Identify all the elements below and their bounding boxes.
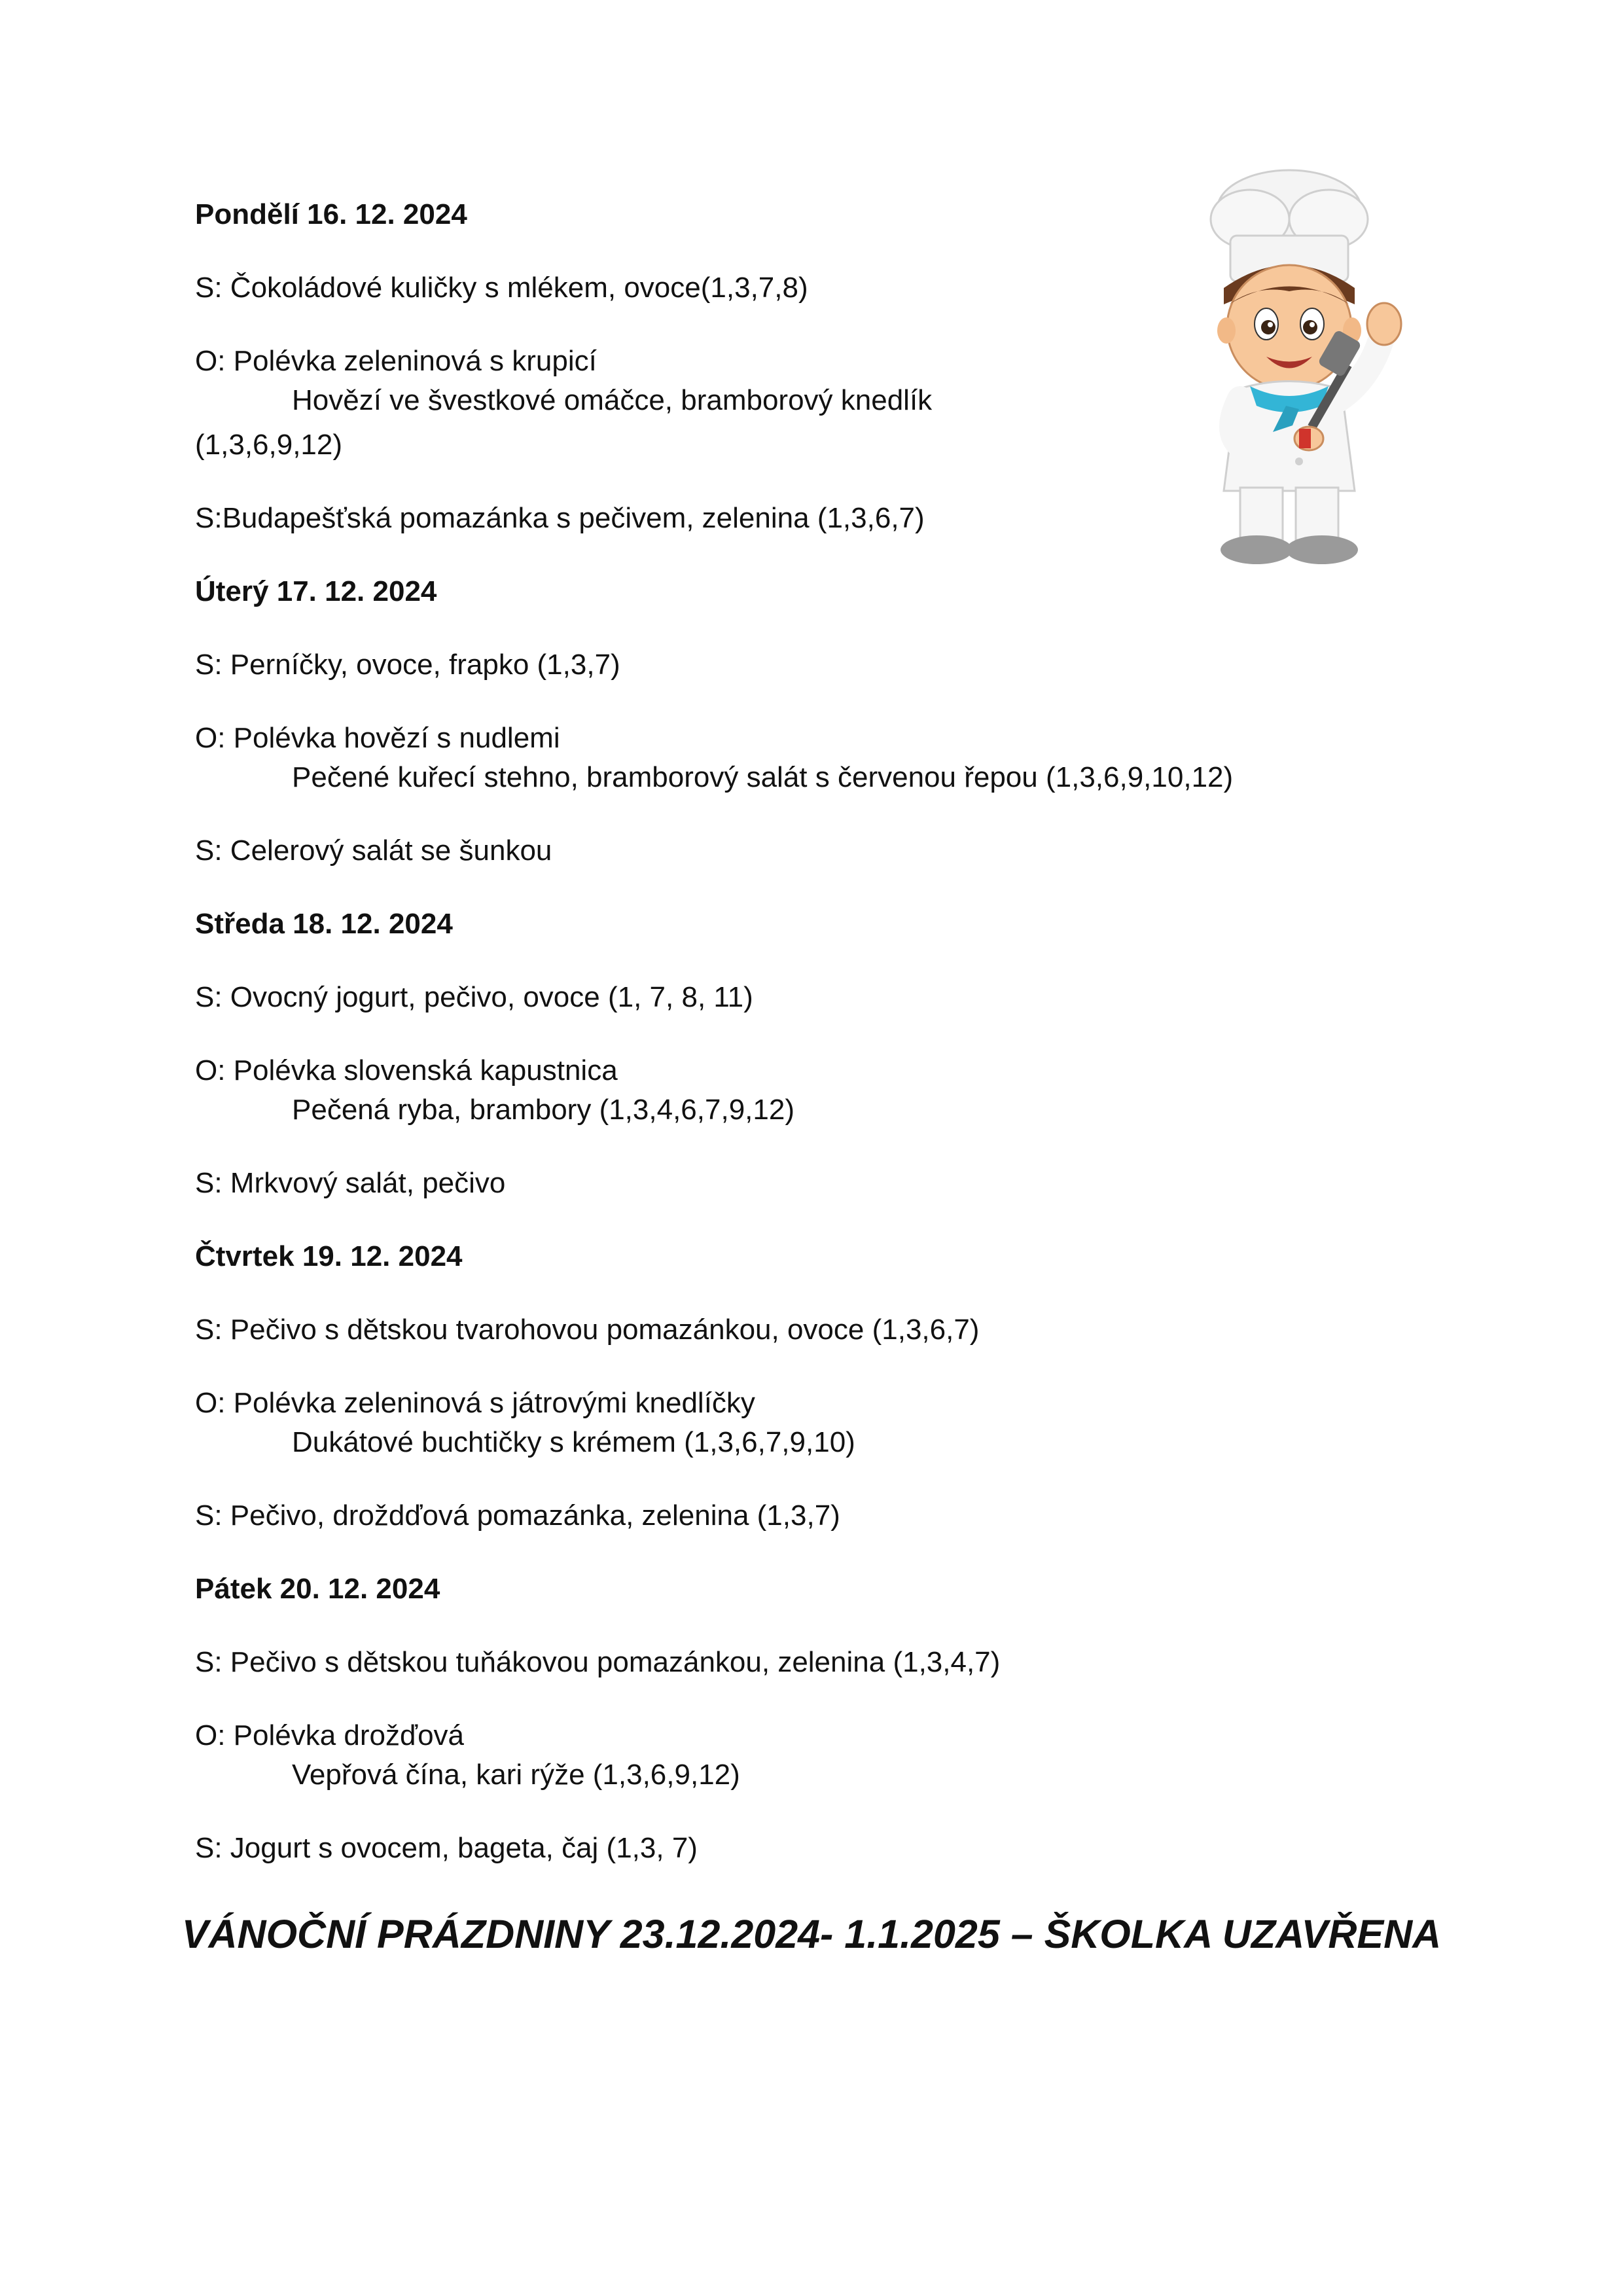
day-heading: Pondělí 16. 12. 2024 <box>195 198 467 230</box>
menu-snack-afternoon: S: Mrkvový salát, pečivo <box>195 1167 506 1199</box>
menu-lunch-main: Hovězí ve švestkové omáčce, bramborový knedlík <box>292 384 933 416</box>
holiday-closure-notice: VÁNOČNÍ PRÁZDNINY 23.12.2024- 1.1.2025 – ŠKOLKA UZAVŘENA <box>181 1912 1442 1956</box>
menu-lunch-soup: O: Polévka drožďová <box>195 1719 465 1751</box>
menu-snack-morning: S: Čokoládové kuličky s mlékem, ovoce(1,3,7,8) <box>195 272 808 304</box>
menu-snack-morning: S: Perníčky, ovoce, frapko (1,3,7) <box>195 649 620 681</box>
chef-cartoon-icon <box>1158 164 1420 569</box>
day-heading: Pátek 20. 12. 2024 <box>195 1573 440 1605</box>
day-heading: Středa 18. 12. 2024 <box>195 908 453 940</box>
menu-lunch-main-continued: (1,3,6,9,12) <box>195 429 343 461</box>
menu-snack-morning: S: Pečivo s dětskou tuňákovou pomazánkou, zelenina (1,3,4,7) <box>195 1646 1001 1678</box>
menu-snack-afternoon: S: Pečivo, droždďová pomazánka, zelenina (1,3,7) <box>195 1499 840 1532</box>
menu-lunch-main: Dukátové buchtičky s krémem (1,3,6,7,9,10) <box>292 1426 855 1458</box>
day-heading: Úterý 17. 12. 2024 <box>195 575 437 607</box>
menu-snack-morning: S: Pečivo s dětskou tvarohovou pomazánkou, ovoce (1,3,6,7) <box>195 1314 980 1346</box>
menu-lunch-soup: O: Polévka slovenská kapustnica <box>195 1054 618 1086</box>
menu-snack-afternoon: S:Budapešťská pomazánka s pečivem, zelenina (1,3,6,7) <box>195 502 925 534</box>
menu-lunch-main: Pečené kuřecí stehno, bramborový salát s červenou řepou (1,3,6,9,10,12) <box>292 761 1234 793</box>
menu-snack-morning: S: Ovocný jogurt, pečivo, ovoce (1, 7, 8, 11) <box>195 981 753 1013</box>
menu-lunch-soup: O: Polévka zeleninová s krupicí <box>195 345 597 377</box>
menu-lunch-soup: O: Polévka zeleninová s játrovými knedlíčky <box>195 1387 755 1419</box>
menu-snack-afternoon: S: Celerový salát se šunkou <box>195 834 552 867</box>
menu-lunch-main: Pečená ryba, brambory (1,3,4,6,7,9,12) <box>292 1094 794 1126</box>
day-heading: Čtvrtek 19. 12. 2024 <box>195 1240 463 1272</box>
menu-snack-afternoon: S: Jogurt s ovocem, bageta, čaj (1,3, 7) <box>195 1832 698 1864</box>
menu-lunch-soup: O: Polévka hovězí s nudlemi <box>195 722 560 754</box>
menu-lunch-main: Vepřová čína, kari rýže (1,3,6,9,12) <box>292 1759 740 1791</box>
